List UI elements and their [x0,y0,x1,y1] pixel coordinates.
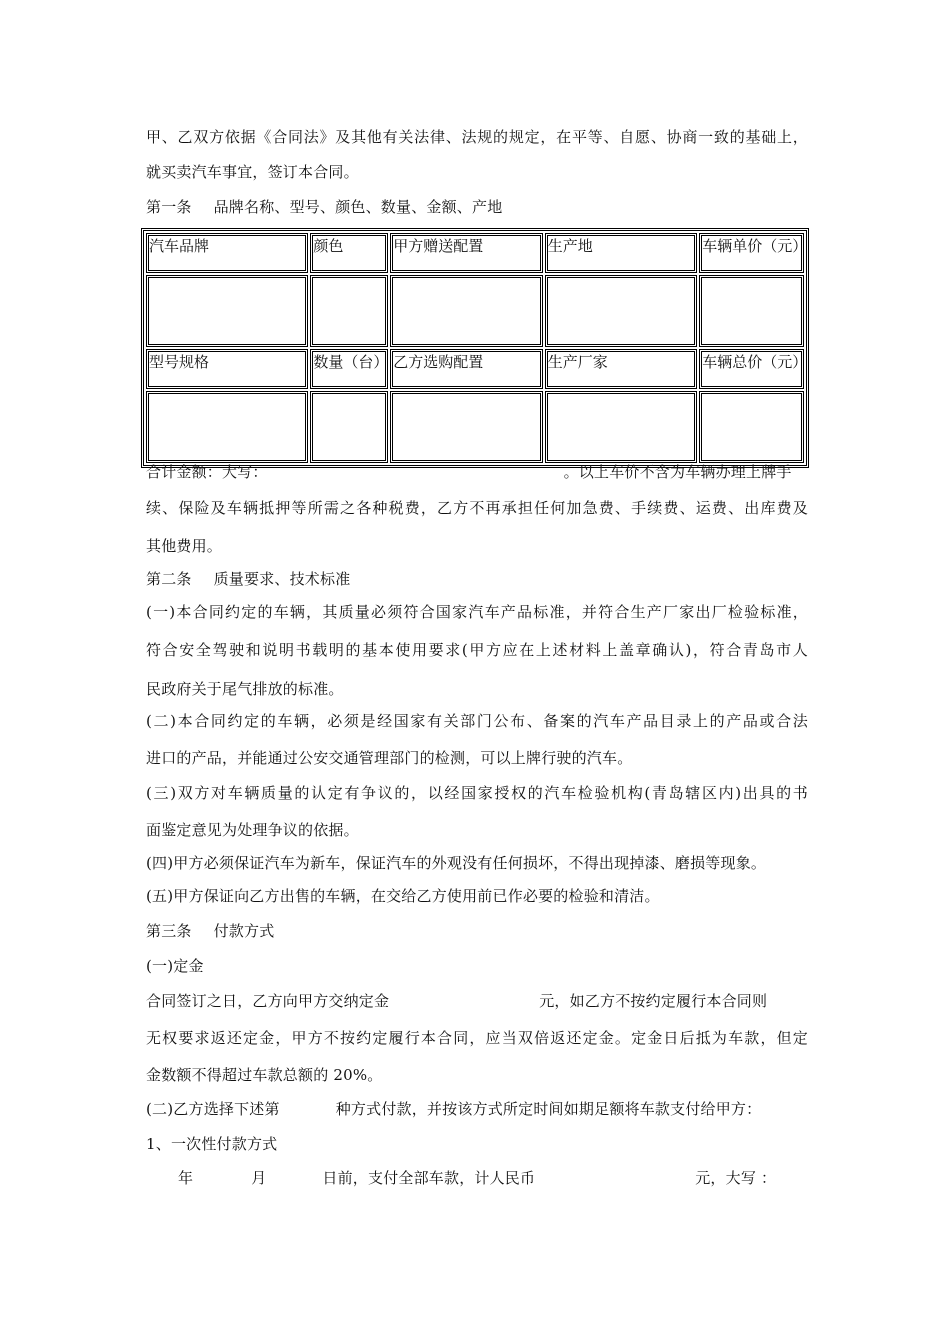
deposit-heading: (一)定金 [146,957,204,975]
payment-method-line [146,1099,761,1119]
table-cell-total-price: 车辆总价（元） [699,349,804,389]
table-cell-quantity: 数量（台） [310,349,388,389]
intro-line-1: 甲、乙双方依据《合同法》及其他有关法律、法规的规定，在平等、自愿、协商一致的基础上， [146,128,808,146]
article-1-subtitle: 品牌名称、型号、颜色、数量、金额、产地 [213,198,503,216]
table-cell-color: 颜色 [310,233,388,273]
article-2-heading [146,569,350,589]
table-input-cell [699,275,804,347]
quality-p2-line-1: (二)本合同约定的车辆，必须是经国家有关部门公布、备案的汽车产品目录上的产品或合法 [146,712,808,730]
deposit-line-3: 金数额不得超过车款总额的 20%。 [146,1066,383,1084]
payment-method-start: (二)乙方选择下述第 [146,1100,280,1118]
deposit-line-1 [146,991,767,1011]
month-label: 月 [251,1169,267,1187]
table-input-cell [146,391,308,463]
article-2-title: 第二条 [146,570,192,588]
quality-p2-line-2: 进口的产品，并能通过公安交通管理部门的检测，可以上牌行驶的汽车。 [146,749,633,767]
lump-sum-line [178,1168,776,1188]
deposit-line-1-end: 元，如乙方不按约定履行本合同则 [539,992,768,1010]
yuan-daxie-label: 元，大写 ： [695,1169,777,1187]
table-row [146,391,804,463]
deposit-line-1-start: 合同签订之日，乙方向甲方交纳定金 [146,992,390,1010]
table-cell-manufacturer: 生产厂家 [545,349,697,389]
table-input-cell [390,275,542,347]
day-text: 日前，支付全部车款，计人民币 [322,1169,536,1187]
quality-p5: (五)甲方保证向乙方出售的车辆，在交给乙方使用前已作必要的检验和清洁。 [146,887,660,905]
deposit-line-2: 无权要求返还定金，甲方不按约定履行本合同，应当双倍返还定金。定金日后抵为车款，但定 [146,1029,808,1047]
quality-p1-line-2: 符合安全驾驶和说明书载明的基本使用要求(甲方应在上述材料上盖章确认)，符合青岛市人 [146,641,808,659]
article-1-heading [146,197,502,217]
table-input-cell [146,275,308,347]
table-input-cell [545,275,697,347]
vehicle-spec-table [141,228,809,468]
article-3-title: 第三条 [146,922,192,940]
year-label: 年 [178,1169,194,1187]
table-header-row [146,233,804,273]
article-2-subtitle: 质量要求、技术标准 [213,570,351,588]
quality-p1-line-3: 民政府关于尾气排放的标准。 [146,680,344,698]
quality-p3-line-1: (三)双方对车辆质量的认定有争议的，以经国家授权的汽车检验机构(青岛辖区内)出具的书 [146,784,808,802]
table-input-cell [545,391,697,463]
total-tail: 。以上车价不含为车辆办理上牌手 [563,463,792,481]
article-1-title: 第一条 [146,198,192,216]
payment-option-1: 1、一次性付款方式 [146,1135,278,1153]
total-line-2: 续、保险及车辆抵押等所需之各种税费，乙方不再承担任何加急费、手续费、运费、出库费及 [146,499,808,517]
total-label: 合计金额：大写： [146,463,268,481]
total-amount-line [146,462,792,482]
total-line-3: 其他费用。 [146,537,223,555]
table-input-cell [699,391,804,463]
intro-line-2: 就买卖汽车事宜，签订本合同。 [146,163,359,181]
quality-p4: (四)甲方必须保证汽车为新车，保证汽车的外观没有任何损坏，不得出现掉漆、磨损等现象。 [146,854,767,872]
table-header-row [146,349,804,389]
table-input-cell [310,391,388,463]
table-cell-unit-price: 车辆单价（元） [699,233,804,273]
article-3-subtitle: 付款方式 [213,922,275,940]
table-cell-brand: 汽车品牌 [146,233,308,273]
quality-p1-line-1: (一)本合同约定的车辆，其质量必须符合国家汽车产品标准，并符合生产厂家出厂检验标准， [146,603,808,621]
table-cell-optional-config: 乙方选购配置 [390,349,542,389]
article-3-heading [146,921,274,941]
table-input-cell [310,275,388,347]
table-cell-origin: 生产地 [545,233,697,273]
table-cell-model: 型号规格 [146,349,308,389]
quality-p3-line-2: 面鉴定意见为处理争议的依据。 [146,821,359,839]
payment-method-end: 种方式付款，并按该方式所定时间如期足额将车款支付给甲方： [335,1100,762,1118]
table-input-cell [390,391,542,463]
table-row [146,275,804,347]
table-cell-gift-config: 甲方赠送配置 [390,233,542,273]
